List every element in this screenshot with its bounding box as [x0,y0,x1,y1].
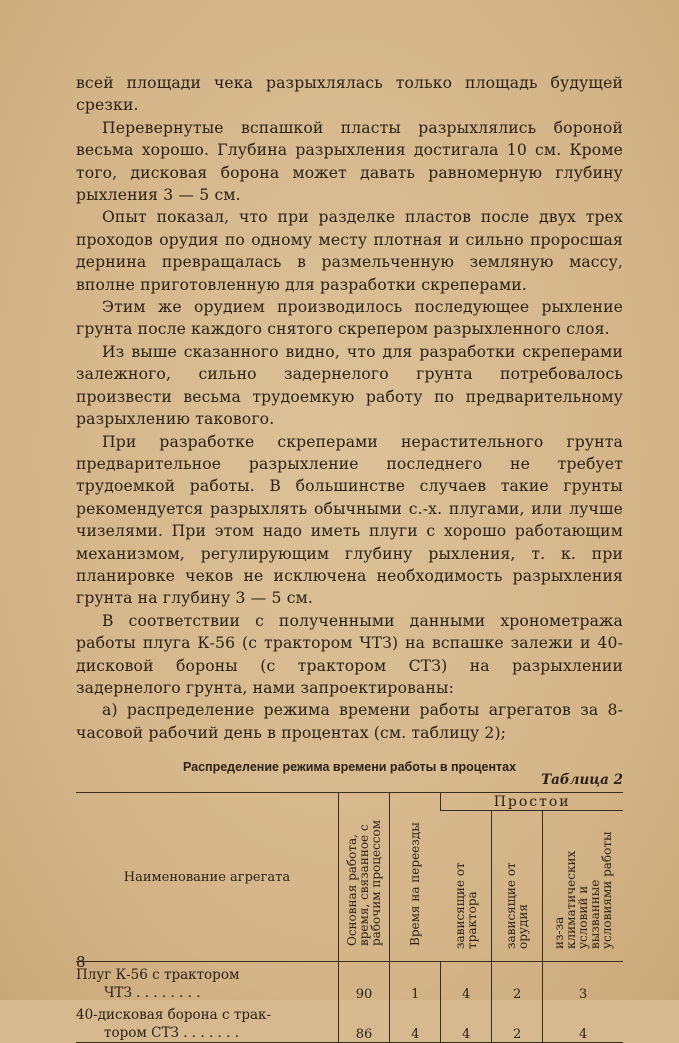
table-caption: Распределение режима времени работы в процентах [182,760,517,775]
cell-main: 86 [338,1002,389,1043]
cell-implement: 2 [491,962,542,1003]
page-number: 8 [76,953,86,971]
paragraph: При разработке скреперами нерастительного грунта предварительное разрыхление последнего не требует трудоемкой работы. В большинстве случаев такие грунты рекомендуется разрыхлять обычными с.-х. плугами, или лучше чизелями. При этом надо иметь плуги с хорошо работающим механизмом, регулирующим глубину рыхления, т. к. при планировке чеков не исключена необходимость разрыхления грунта на глубину 3 — 5 см. [76,432,623,608]
row-name: Плуг К-56 с трактором ЧТЗ . . . . . . . . [76,967,240,1002]
cell-moves: 1 [390,962,441,1003]
paragraph: В соответствии с полученными данными хронометража работы плуга К-56 (с трактором ЧТЗ) на вспашке залежи и 40-дисковой бороны (с трактором СТЗ) на разрыхлении задернелого грунта, нами запроектированы: [76,611,623,697]
table-row [76,1002,623,1043]
cell-moves: 4 [390,1002,441,1043]
header-downtime-tractor: зависящие от трактора [441,811,492,962]
cell-tractor: 4 [441,962,492,1003]
paragraph: Этим же орудием производилось последующее рыхление грунта после каждого снятого скрепером разрыхленного слоя. [76,298,623,339]
cell-tractor: 4 [441,1002,492,1043]
table-number: Таблица 2 [541,772,623,789]
time-distribution-table [76,792,623,1043]
header-downtime-implement: зависящие от орудия [491,811,542,962]
header-moves: Время на переезды [390,793,441,962]
cell-implement: 2 [491,1002,542,1043]
paragraph: Из выше сказанного видно, что для разработки скреперами залежного, сильно задернелого грунта потребовалось произвести весьма трудоемкую работу по предварительному разрыхлению такового. [76,342,623,429]
paragraph: Опыт показал, что при разделке пластов после двух трех проходов орудия по одному месту плотная и сильно проросшая дернина превращалась в размельченную земляную массу, вполне приготовленную для разработки скреперами. [76,208,623,294]
header-downtime-climate: из-за климатических условий и вызванные условиями работы [543,811,623,962]
paragraph: Перевернутые вспашкой пласты разрыхлялись бороной весьма хорошо. Глубина разрыхления достигала 10 см. Кроме того, дисковая борона может давать равномерную глубину рыхления 3 — 5 см. [76,118,623,205]
cell-climate: 3 [543,962,623,1003]
header-main-work: Основная работа, время, связанное с рабочим процессом [338,793,389,962]
row-name: 40-дисковая борона с трак- тором СТЗ . . . . . . . [76,1007,272,1042]
header-downtime: Простои [441,793,623,811]
paragraph: а) распределение режима времени работы агрегатов за 8-часовой рабочий день в процентах (см. таблицу 2); [76,701,623,742]
table-row [76,962,623,1003]
paragraph: всей площади чека разрыхлялась только площадь будущей срезки. [76,74,623,115]
header-unit-name: Наименование агрегата [76,793,338,962]
cell-climate: 4 [543,1002,623,1043]
cell-main: 90 [338,962,389,1003]
